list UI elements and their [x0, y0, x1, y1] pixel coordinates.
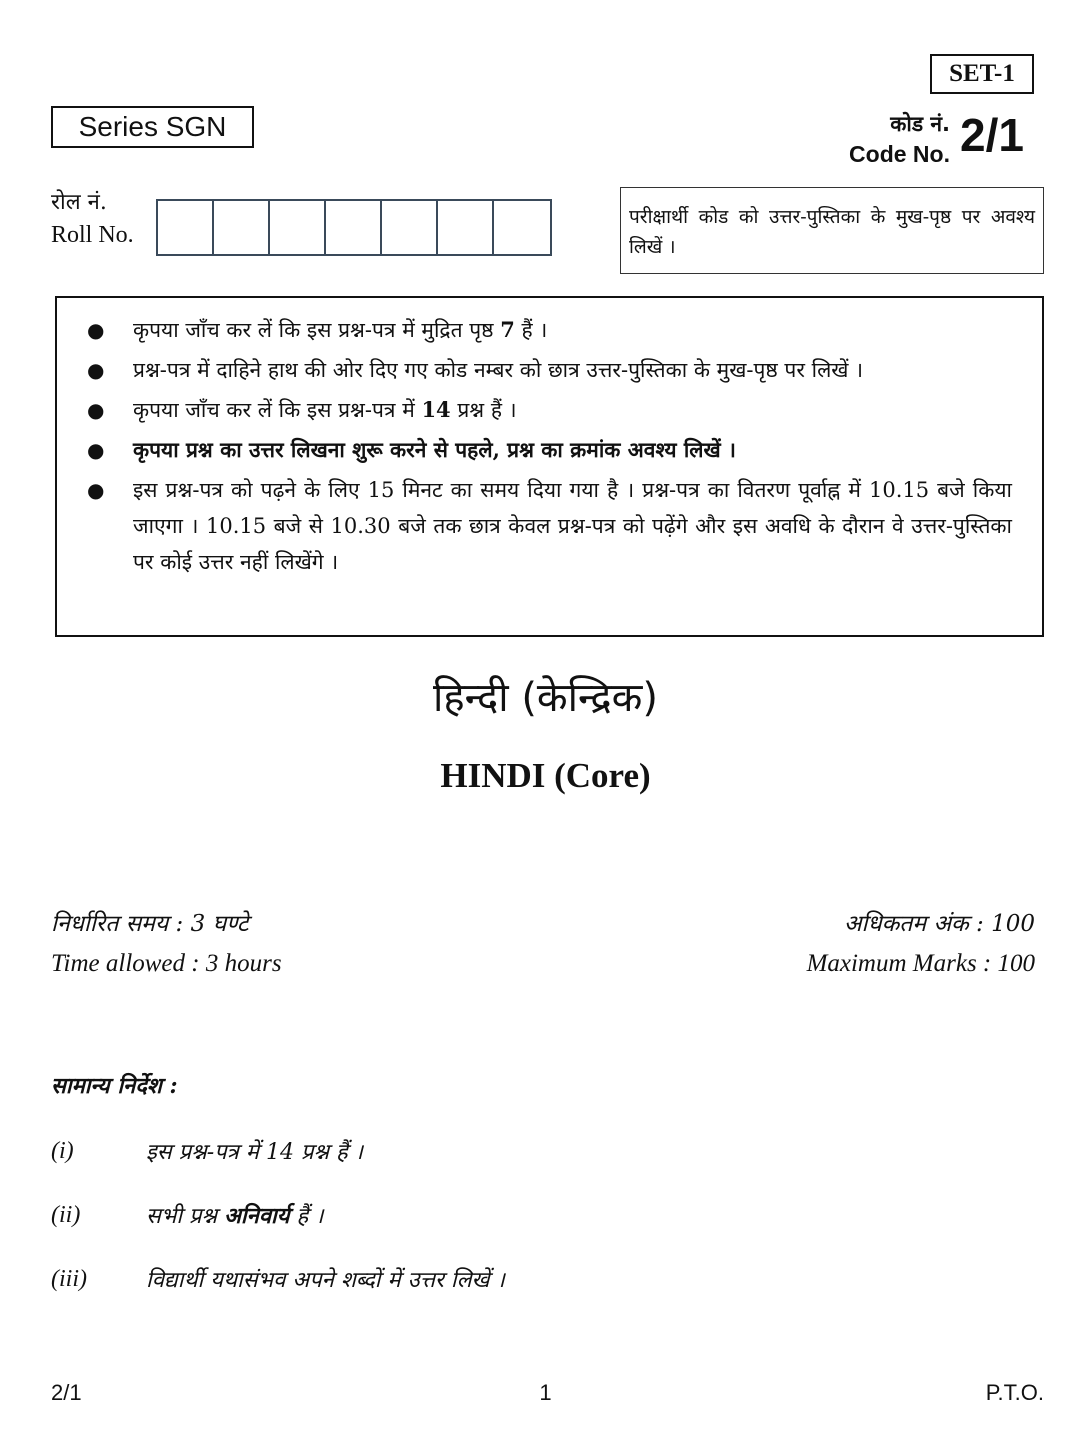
instruction-text: कृपया प्रश्न का उत्तर लिखना शुरू करने से पहले, प्रश्न का क्रमांक अवश्य लिखें ।: [133, 437, 736, 462]
general-item-text: [146, 1200, 324, 1230]
max-marks-english: Maximum Marks : 100: [806, 950, 1035, 977]
instruction-item: [57, 432, 1042, 468]
pto-label: P.T.O.: [985, 1380, 1044, 1405]
roll-number-cell[interactable]: [214, 201, 270, 254]
instruction-text: प्रश्न हैं ।: [450, 398, 517, 422]
bullet-icon: ●: [87, 398, 105, 422]
roll-number-cell[interactable]: [158, 201, 214, 254]
general-item-text: इस प्रश्न-पत्र में 14 प्रश्न हैं ।: [146, 1140, 364, 1165]
roll-number-cell[interactable]: [270, 201, 326, 254]
general-item-emphasis: अनिवार्य: [224, 1203, 290, 1229]
instruction-text: कृपया जाँच कर लें कि इस प्रश्न-पत्र में मुद्रित पृष्ठ: [133, 318, 501, 342]
instruction-text: हैं ।: [514, 318, 548, 342]
instruction-item: [57, 352, 1042, 388]
instructions-box: [55, 296, 1044, 637]
instruction-item: [57, 312, 1042, 348]
general-item-text-part: हैं ।: [289, 1204, 324, 1229]
bullet-icon: ●: [87, 438, 105, 462]
max-marks-hindi: अधिकतम अंक : 100: [843, 911, 1035, 937]
instruction-text: इस प्रश्न-पत्र को पढ़ने के लिए 15 मिनट का समय दिया गया है । प्रश्न-पत्र का वितरण पूर्वाह्न में 10.15 बजे किया जाएगा । 10.15 बजे से 10.30 बजे तक छात्र केवल प्रश्न-पत्र को पढ़ेंगे और इस अवधि के दौरान वे उत्तर-पुस्तिका पर कोई उत्तर नहीं लिखेंगे ।: [133, 478, 1012, 574]
page-count: 7: [500, 317, 515, 342]
instruction-item: [57, 392, 1042, 428]
general-item-text: विद्यार्थी यथासंभव अपने शब्दों में उत्तर लिखें ।: [146, 1268, 505, 1293]
subject-title-english: HINDI (Core): [440, 756, 651, 795]
set-label: SET-1: [930, 54, 1034, 94]
instruction-item: [57, 472, 1042, 580]
code-number: 2/1: [960, 109, 1024, 161]
general-item-number: (i): [51, 1138, 74, 1164]
bullet-icon: ●: [87, 318, 105, 342]
series-label: Series SGN: [51, 106, 254, 148]
general-item-number: (ii): [51, 1202, 81, 1228]
instruction-text: कृपया जाँच कर लें कि इस प्रश्न-पत्र में: [133, 398, 422, 422]
time-allowed-hindi: निर्धारित समय : 3 घण्टे: [51, 911, 249, 937]
instruction-text: प्रश्न-पत्र में दाहिने हाथ की ओर दिए गए कोड नम्बर को छात्र उत्तर-पुस्तिका के मुख-पृष्ठ पर लिखें ।: [133, 358, 864, 382]
bullet-icon: ●: [87, 358, 105, 382]
roll-number-cell[interactable]: [494, 201, 550, 254]
bullet-icon: ●: [87, 478, 105, 502]
candidate-code-note: परीक्षार्थी कोड को उत्तर-पुस्तिका के मुख-पृष्ठ पर अवश्य लिखें ।: [620, 187, 1044, 274]
roll-number-cell[interactable]: [382, 201, 438, 254]
code-label-hindi: कोड नं.: [890, 112, 950, 136]
general-item-number: (iii): [51, 1266, 87, 1292]
instructions-list: [57, 312, 1042, 584]
page-number: 1: [539, 1380, 552, 1405]
general-item-text-part: सभी प्रश्न: [146, 1204, 225, 1229]
roll-number-grid: [156, 199, 552, 256]
question-count: 14: [421, 397, 451, 422]
roll-label-english: Roll No.: [51, 222, 134, 248]
subject-title-hindi: हिन्दी (केन्द्रिक): [433, 675, 658, 721]
footer-code: 2/1: [51, 1380, 82, 1405]
time-allowed-english: Time allowed : 3 hours: [51, 950, 282, 977]
general-instructions-heading: सामान्य निर्देश :: [51, 1073, 178, 1099]
roll-number-cell[interactable]: [438, 201, 494, 254]
roll-number-cell[interactable]: [326, 201, 382, 254]
roll-label-hindi: रोल नं.: [51, 190, 107, 215]
code-label-english: Code No.: [849, 141, 950, 167]
